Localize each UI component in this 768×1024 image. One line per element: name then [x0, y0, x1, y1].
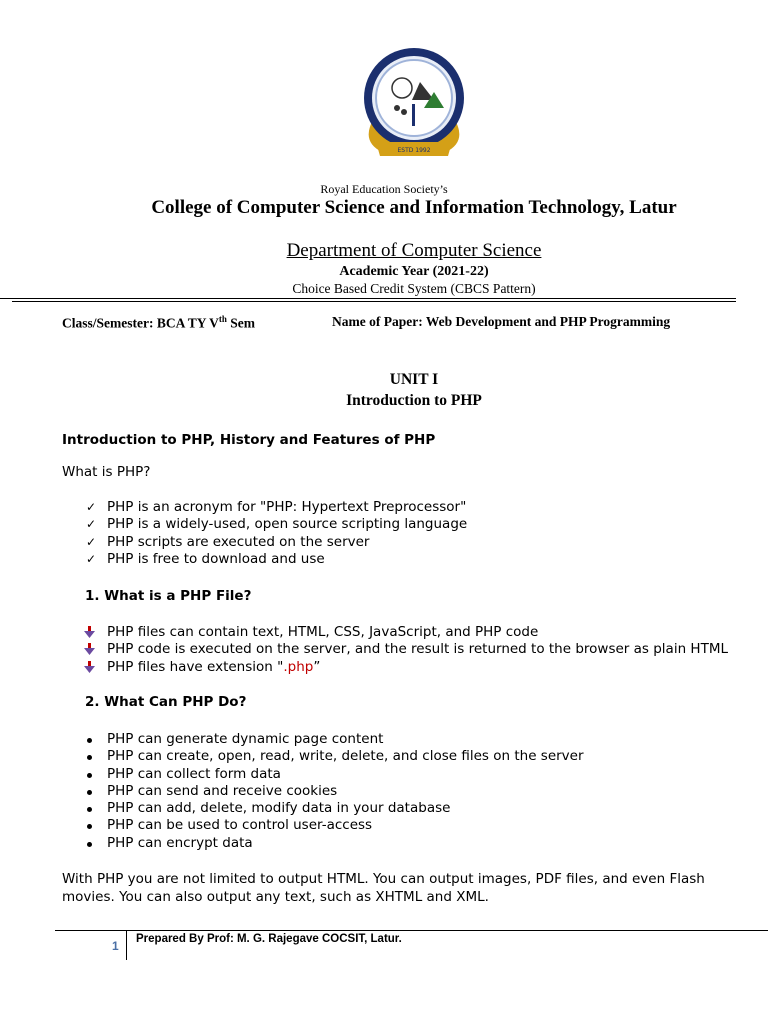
intro-list [84, 499, 467, 568]
checkmark-icon: ✓ [85, 500, 97, 514]
heading-what-can-php-do: 2. What Can PHP Do? [85, 694, 247, 710]
footer-divider [55, 930, 768, 931]
header-divider [0, 298, 736, 299]
bullet-icon [87, 807, 92, 812]
arrow-down-bullet-icon [84, 643, 95, 656]
bullet-icon [87, 824, 92, 829]
list-item: PHP can generate dynamic page content [84, 731, 584, 748]
list-item: ✓ PHP is an acronym for "PHP: Hypertext Preprocessor" [85, 499, 467, 515]
list-item: ✓ PHP is free to download and use [85, 550, 325, 567]
bullet-icon [87, 842, 92, 847]
bullet-icon [87, 773, 92, 778]
arrow-down-bullet-icon [84, 661, 95, 674]
list-item: PHP can add, delete, modify data in your database [84, 800, 584, 817]
unit-title: UNIT I [389, 371, 439, 388]
php-can-do-list [84, 731, 584, 852]
php-file-list [84, 624, 728, 676]
cbcs-pattern: Choice Based Credit System (CBCS Pattern) [292, 281, 536, 296]
academic-year: Academic Year (2021-22) [339, 264, 489, 279]
what-is-php: What is PHP? [62, 464, 151, 480]
header-divider-2 [12, 301, 736, 302]
svg-text:ESTD 1992: ESTD 1992 [397, 147, 431, 154]
php-extension: .php [283, 658, 314, 675]
list-item: ✓ PHP scripts are executed on the server [85, 533, 370, 550]
paper-name: Name of Paper: Web Development and PHP Programming [332, 314, 671, 329]
class-semester: Class/Semester: BCA TY Vth Sem [62, 314, 256, 331]
closing-paragraph: With PHP you are not limited to output HTML. You can output images, PDF files, and even Flash movies. You can also output any text, such as XHTML and XML. [62, 871, 705, 905]
society-name: Royal Education Society’s [320, 182, 448, 196]
footer-separator [126, 930, 127, 960]
list-item: PHP files have extension ".php” [84, 659, 728, 676]
footer-prepared-by: Prepared By Prof: M. G. Rajegave COCSIT, Latur. [136, 933, 402, 945]
list-item: PHP can create, open, read, write, delete, and close files on the server [84, 748, 584, 765]
page-number: 1 [112, 939, 119, 953]
list-item: PHP can encrypt data [84, 835, 584, 852]
list-item: PHP can collect form data [84, 766, 584, 783]
section-heading: Introduction to PHP, History and Features of PHP [62, 432, 436, 448]
list-item: ✓ PHP is a widely-used, open source scripting language [85, 516, 468, 533]
checkmark-icon: ✓ [85, 517, 97, 532]
checkmark-icon: ✓ [85, 551, 97, 566]
unit-subtitle: Introduction to PHP [346, 392, 482, 409]
list-item: PHP can send and receive cookies [84, 783, 584, 800]
arrow-down-bullet-icon [84, 626, 95, 639]
checkmark-icon: ✓ [85, 534, 97, 549]
bullet-icon [87, 755, 92, 760]
list-item: PHP files can contain text, HTML, CSS, JavaScript, and PHP code [84, 624, 728, 641]
college-seal-logo [352, 42, 476, 162]
list-item: PHP code is executed on the server, and the result is returned to the browser as plain HTML [84, 641, 728, 658]
department-name: Department of Computer Science [286, 240, 542, 261]
bullet-icon [87, 738, 92, 743]
bullet-icon [87, 790, 92, 795]
list-item: PHP can be used to control user-access [84, 817, 584, 834]
college-name: College of Computer Science and Information Technology, Latur [151, 197, 677, 218]
heading-php-file: 1. What is a PHP File? [85, 588, 252, 604]
